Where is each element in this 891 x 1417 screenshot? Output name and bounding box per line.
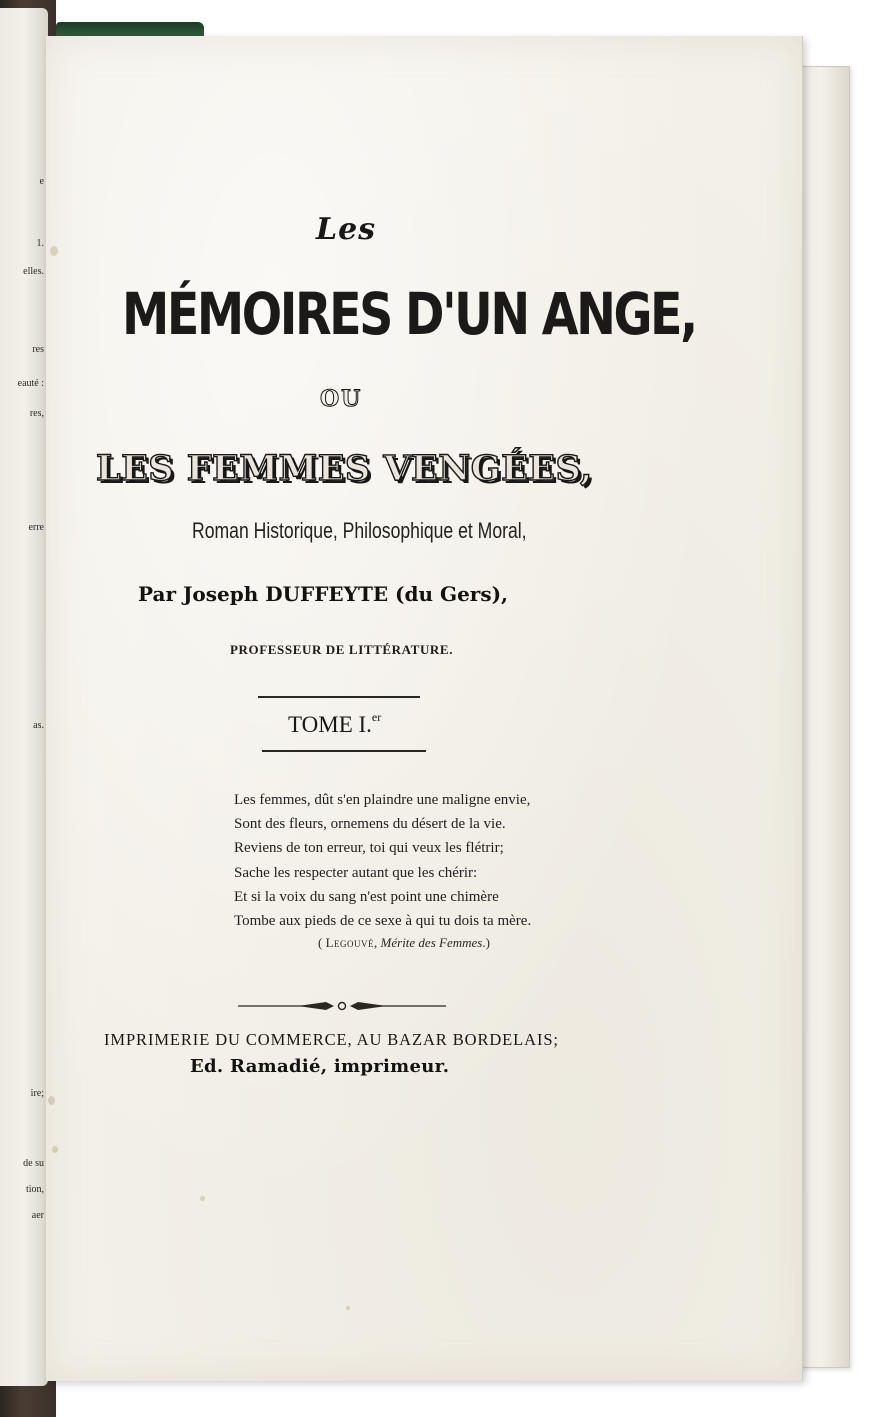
foxing-spot: [200, 1196, 205, 1201]
volume-suffix: er: [371, 710, 382, 724]
epigraph-line: Sache les respecter autant que les chérir:: [234, 864, 478, 881]
facing-page-fragment: elles.: [23, 266, 44, 277]
epigraph-attribution: ( Legouvé, Mérite des Femmes.): [318, 935, 490, 951]
facing-page-fragment: res: [32, 344, 44, 355]
facing-page-fragment: as.: [33, 720, 44, 731]
book-description: Roman Historique, Philosophique et Moral,: [192, 518, 527, 543]
facing-page-fragment: aer: [31, 1210, 44, 1221]
title-page: [46, 36, 803, 1381]
facing-page-fragment: erre: [28, 522, 44, 533]
author-role: PROFESSEUR DE LITTÉRATURE.: [230, 642, 454, 657]
facing-page: [0, 8, 48, 1386]
foxing-spot: [52, 1146, 58, 1153]
epigraph-line: Tombe aux pieds de ce sexe à qui tu dois ta mère.: [234, 913, 532, 930]
title-connector: OU: [320, 386, 363, 412]
book-subtitle: LES FEMMES VENGÉES,: [96, 448, 593, 489]
facing-page-fragment: de su: [23, 1158, 44, 1169]
attribution-author: Legouvé: [325, 935, 375, 951]
foxing-spot: [50, 246, 58, 256]
printer-name: Ed. Ramadié, imprimeur.: [190, 1056, 450, 1077]
facing-page-fragment: eauté :: [17, 378, 44, 389]
facing-page-fragment: 1.: [36, 238, 44, 249]
facing-page-fragment: tion,: [25, 1184, 44, 1195]
rule-bottom: [262, 750, 426, 752]
epigraph: [234, 788, 594, 951]
book-title: MÉMOIRES D'UN ANGE,: [122, 280, 696, 348]
facing-page-fragment: ire;: [30, 1088, 44, 1099]
facing-page-fragment: e: [39, 176, 44, 187]
title-article: Les: [316, 212, 377, 247]
attribution-work: Mérite des Femmes: [380, 935, 483, 951]
epigraph-line: Reviens de ton erreur, toi qui veux les flétrir;: [234, 840, 504, 857]
foxing-spot: [346, 1306, 350, 1310]
author-line: Par Joseph DUFFEYTE (du Gers),: [138, 582, 509, 606]
ornament-divider: [238, 998, 446, 1014]
printer-line: IMPRIMERIE DU COMMERCE, AU BAZAR BORDELAIS;: [104, 1030, 559, 1049]
volume-number: TOME I.: [288, 712, 372, 737]
facing-page-fragment: res,: [29, 408, 44, 419]
foxing-spot: [48, 1096, 55, 1105]
epigraph-line: Sont des fleurs, ornemens du désert de la vie.: [234, 816, 506, 833]
epigraph-line: Les femmes, dût s'en plaindre une maligne envie,: [234, 792, 531, 808]
rule-top: [258, 696, 420, 698]
volume-label: [288, 710, 381, 738]
epigraph-line: Et si la voix du sang n'est point une chimère: [234, 888, 499, 905]
